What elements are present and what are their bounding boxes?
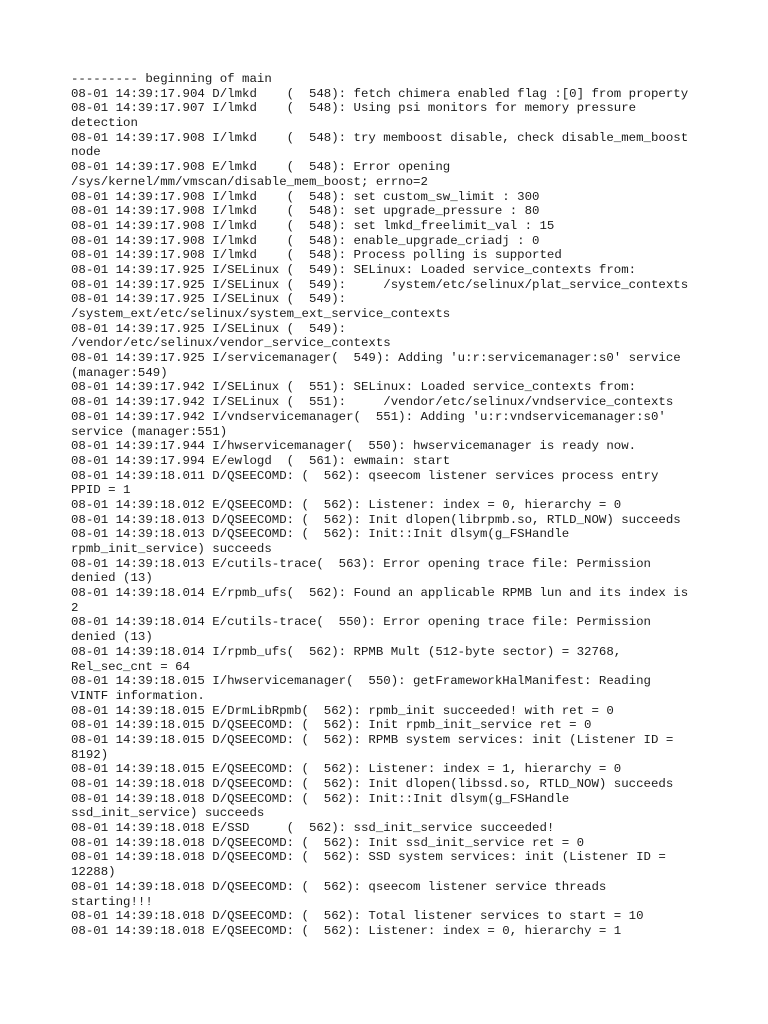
- log-line: denied (13): [71, 630, 153, 645]
- log-line: Rel_sec_cnt = 64: [71, 659, 190, 674]
- log-line: /system_ext/etc/selinux/system_ext_service_contexts: [71, 307, 451, 321]
- log-line: 08-01 14:39:17.925 I/SELinux ( 549):: [71, 292, 347, 307]
- log-line: (manager:549): [71, 365, 168, 380]
- log-line: node: [71, 145, 101, 160]
- log-document: [71, 72, 711, 939]
- log-line: starting!!!: [71, 894, 153, 909]
- log-line: 08-01 14:39:17.908 I/lmkd ( 548): set custom_sw_limit : 300: [71, 189, 540, 204]
- log-line: 08-01 14:39:18.014 I/rpmb_ufs( 562): RPMB Mult (512-byte sector) = 32768,: [71, 644, 622, 659]
- log-line: 08-01 14:39:18.018 D/QSEECOMD: ( 562): Init dlopen(libssd.so, RTLD_NOW) succeeds: [71, 777, 674, 791]
- log-line: 08-01 14:39:18.015 I/hwservicemanager( 550): getFrameworkHalManifest: Reading: [71, 674, 651, 689]
- log-line: 08-01 14:39:18.014 E/rpmb_ufs( 562): Found an applicable RPMB lun and its index is: [71, 586, 689, 601]
- log-line: 08-01 14:39:17.908 I/lmkd ( 548): set upgrade_pressure : 80: [71, 204, 540, 219]
- log-line: 08-01 14:39:18.012 E/QSEECOMD: ( 562): Listener: index = 0, hierarchy = 0: [71, 497, 622, 512]
- log-line: 08-01 14:39:17.925 I/SELinux ( 549): SELinux: Loaded service_contexts from:: [71, 262, 637, 277]
- log-line: /vendor/etc/selinux/vendor_service_contexts: [71, 336, 391, 351]
- log-line: 08-01 14:39:18.018 E/SSD ( 562): ssd_init_service succeeded!: [71, 821, 555, 836]
- log-line: 8192): [71, 747, 109, 762]
- log-line: 08-01 14:39:17.907 I/lmkd ( 548): Using psi monitors for memory pressure: [71, 101, 637, 116]
- log-line: 08-01 14:39:17.925 I/SELinux ( 549):: [71, 321, 347, 336]
- log-line: --------- beginning of main: [71, 72, 272, 86]
- log-line: 08-01 14:39:18.018 D/QSEECOMD: ( 562): Init ssd_init_service ret = 0: [71, 835, 585, 850]
- log-line: 08-01 14:39:17.942 I/vndservicemanager( 551): Adding 'u:r:vndservicemanager:s0': [71, 409, 666, 424]
- log-line: /sys/kernel/mm/vmscan/disable_mem_boost; errno=2: [71, 174, 428, 189]
- log-line: 08-01 14:39:18.018 D/QSEECOMD: ( 562): Total listener services to start = 10: [71, 909, 644, 924]
- log-line: PPID = 1: [71, 483, 131, 498]
- log-body: [71, 72, 711, 939]
- log-line: 08-01 14:39:18.013 D/QSEECOMD: ( 562): Init dlopen(librpmb.so, RTLD_NOW) succeeds: [71, 512, 681, 527]
- log-line: 08-01 14:39:17.925 I/servicemanager( 549): Adding 'u:r:servicemanager:s0' service: [71, 351, 681, 366]
- log-line: 08-01 14:39:17.944 I/hwservicemanager( 550): hwservicemanager is ready now.: [71, 439, 637, 454]
- log-line: 08-01 14:39:17.925 I/SELinux ( 549): /system/etc/selinux/plat_service_contexts: [71, 277, 689, 292]
- log-line: 08-01 14:39:17.908 I/lmkd ( 548): try memboost disable, check disable_mem_boost: [71, 130, 689, 145]
- log-line: 08-01 14:39:17.908 I/lmkd ( 548): enable_upgrade_criadj : 0: [71, 233, 540, 248]
- log-line: 08-01 14:39:17.994 E/ewlogd ( 561): ewmain: start: [71, 453, 451, 468]
- log-line: 08-01 14:39:17.908 I/lmkd ( 548): set lmkd_freelimit_val : 15: [71, 218, 555, 233]
- log-line: service (manager:551): [71, 424, 228, 439]
- log-line: 08-01 14:39:17.942 I/SELinux ( 551): SELinux: Loaded service_contexts from:: [71, 380, 637, 395]
- log-line: rpmb_init_service) succeeds: [71, 542, 272, 556]
- log-line: 08-01 14:39:17.908 E/lmkd ( 548): Error opening: [71, 160, 451, 175]
- log-line: 08-01 14:39:17.908 I/lmkd ( 548): Process polling is supported: [71, 248, 562, 263]
- log-line: 08-01 14:39:18.018 D/QSEECOMD: ( 562): qseecom listener service threads: [71, 879, 607, 894]
- log-line: 2: [71, 600, 79, 615]
- log-line: 08-01 14:39:17.942 I/SELinux ( 551): /vendor/etc/selinux/vndservice_contexts: [71, 395, 674, 410]
- log-line: ssd_init_service) succeeds: [71, 806, 265, 821]
- log-line: 08-01 14:39:18.013 D/QSEECOMD: ( 562): Init::Init dlsym(g_FSHandle: [71, 527, 570, 542]
- log-line: 08-01 14:39:18.015 D/QSEECOMD: ( 562): Init rpmb_init_service ret = 0: [71, 718, 592, 733]
- log-line: detection: [71, 116, 138, 131]
- log-line: VINTF information.: [71, 688, 205, 703]
- log-line: 08-01 14:39:18.011 D/QSEECOMD: ( 562): qseecom listener services process entry: [71, 468, 659, 483]
- log-line: 12288): [71, 865, 116, 880]
- log-line: 08-01 14:39:18.015 E/DrmLibRpmb( 562): rpmb_init succeeded! with ret = 0: [71, 703, 614, 718]
- log-line: 08-01 14:39:18.018 E/QSEECOMD: ( 562): Listener: index = 0, hierarchy = 1: [71, 923, 622, 938]
- log-line: 08-01 14:39:18.013 E/cutils-trace( 563): Error opening trace file: Permission: [71, 556, 651, 571]
- log-line: 08-01 14:39:18.015 E/QSEECOMD: ( 562): Listener: index = 1, hierarchy = 0: [71, 762, 622, 777]
- log-line: 08-01 14:39:17.904 D/lmkd ( 548): fetch chimera enabled flag :[0] from property: [71, 86, 689, 101]
- log-line: denied (13): [71, 571, 153, 586]
- log-line: 08-01 14:39:18.018 D/QSEECOMD: ( 562): SSD system services: init (Listener ID =: [71, 850, 666, 865]
- log-line: 08-01 14:39:18.015 D/QSEECOMD: ( 562): RPMB system services: init (Listener ID =: [71, 732, 674, 747]
- log-line: 08-01 14:39:18.014 E/cutils-trace( 550): Error opening trace file: Permission: [71, 615, 651, 630]
- log-line: 08-01 14:39:18.018 D/QSEECOMD: ( 562): Init::Init dlsym(g_FSHandle: [71, 791, 570, 806]
